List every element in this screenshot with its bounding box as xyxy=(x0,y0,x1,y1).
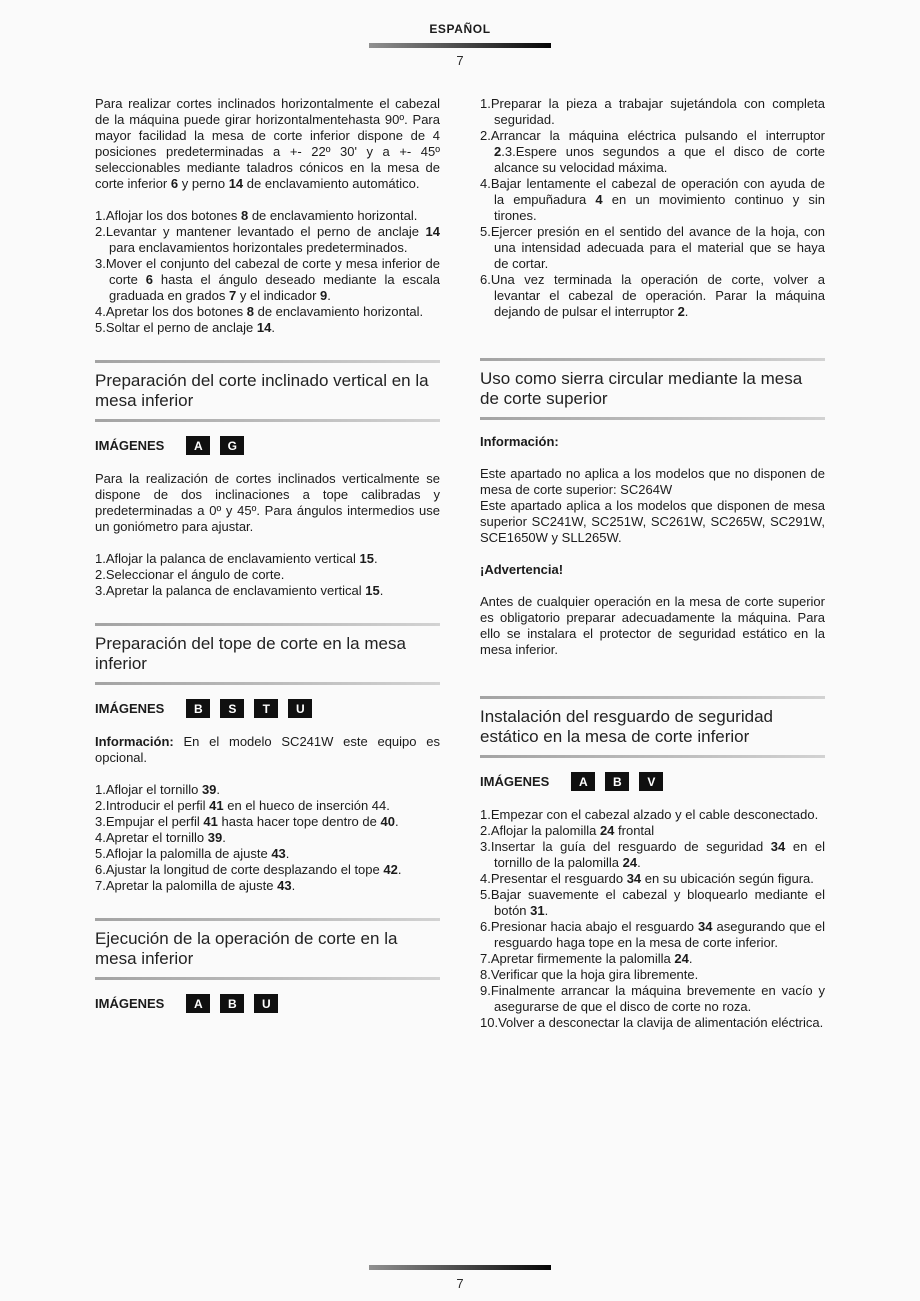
header-rule xyxy=(369,43,551,48)
images-row xyxy=(95,699,440,718)
list-item: 1.Preparar la pieza a trabajar sujetándola con completa seguridad. xyxy=(480,96,825,127)
list-item: 6.Ajustar la longitud de corte desplazando el tope 42. xyxy=(95,862,402,877)
language-label: ESPAÑOL xyxy=(429,22,491,36)
list-item: 4.Apretar los dos botones 8 de enclavamiento horizontal. xyxy=(95,304,424,319)
footer-rule xyxy=(369,1265,551,1270)
images-label: IMÁGENES xyxy=(480,773,550,789)
list-item: 3.Empujar el perfil 41 hasta hacer tope dentro de 40. xyxy=(95,814,399,829)
images-label: IMÁGENES xyxy=(95,995,165,1011)
images-row xyxy=(95,436,440,455)
page-number-top: 7 xyxy=(456,53,464,68)
section-heading: Uso como sierra circular mediante la mesa de corte superior xyxy=(480,358,825,420)
images-label: IMÁGENES xyxy=(95,437,165,453)
list-item: 7.Apretar la palomilla de ajuste 43. xyxy=(95,878,296,893)
list-item: 3.Apretar la palanca de enclavamiento vertical 15. xyxy=(95,583,384,598)
page-header xyxy=(0,0,920,68)
paragraph: Este apartado aplica a los modelos que disponen de mesa superior SC241W, SC251W, SC261W, SC265W, SC291W, SCE1650W y SLL265W. xyxy=(480,498,825,545)
two-column-layout xyxy=(0,96,920,1047)
image-ref-box: G xyxy=(220,436,244,455)
warning-label: ¡Advertencia! xyxy=(480,562,564,577)
info-paragraph: Información: En el modelo SC241W este equipo es opcional. xyxy=(95,734,440,765)
list-item: 2.Levantar y mantener levantado el perno de anclaje 14 para enclavamientos horizontales predeterminados. xyxy=(95,224,440,255)
list-item: 2.Seleccionar el ángulo de corte. xyxy=(95,567,285,582)
numbered-list xyxy=(95,208,440,336)
section-heading: Preparación del tope de corte en la mesa inferior xyxy=(95,623,440,685)
list-item: 5.Soltar el perno de anclaje 14. xyxy=(95,320,275,335)
list-item: 1.Aflojar los dos botones 8 de enclavamiento horizontal. xyxy=(95,208,418,223)
paragraph: Para realizar cortes inclinados horizontalmente el cabezal de la máquina puede girar horizontalmentehasta 90º. Para mayor facilidad la mesa de corte inferior dispone de 4 posiciones predeterminadas a +- 22º 30' y a +- 45º seleccionables mediante taladros cónicos en la mesa de corte inferior 6 y perno 14 de enclavamiento automático. xyxy=(95,96,440,191)
image-ref-box: A xyxy=(186,436,210,455)
list-item: 2.Aflojar la palomilla 24 frontal xyxy=(480,823,655,838)
image-ref-box: T xyxy=(254,699,278,718)
numbered-list xyxy=(95,551,440,599)
section-heading: Ejecución de la operación de corte en la mesa inferior xyxy=(95,918,440,980)
list-item: 5.Aflojar la palomilla de ajuste 43. xyxy=(95,846,290,861)
list-item: 1.Aflojar el tornillo 39. xyxy=(95,782,221,797)
left-column xyxy=(95,96,440,1047)
image-ref-box: B xyxy=(605,772,629,791)
list-item: 7.Apretar firmemente la palomilla 24. xyxy=(480,951,693,966)
image-ref-box: B xyxy=(186,699,210,718)
image-ref-box: S xyxy=(220,699,244,718)
list-item: 8.Verificar que la hoja gira libremente. xyxy=(480,967,699,982)
page-footer xyxy=(0,1265,920,1291)
list-item: 2.Arrancar la máquina eléctrica pulsando el interruptor 2.3.Espere unos segundos a que el disco de corte alcance su velocidad máxima. xyxy=(480,128,825,175)
images-row xyxy=(95,994,440,1013)
page-number-bottom: 7 xyxy=(456,1276,464,1291)
numbered-list xyxy=(480,96,825,320)
info-label: Información: xyxy=(480,434,559,449)
list-item: 3.Mover el conjunto del cabezal de corte y mesa inferior de corte 6 hasta el ángulo deseado mediante la escala graduada en grados 7 y el indicador 9. xyxy=(95,256,441,303)
list-item: 5.Ejercer presión en el sentido del avance de la hoja, con una intensidad adecuada para el material que se haya de cortar. xyxy=(480,224,825,271)
image-ref-box: V xyxy=(639,772,663,791)
right-column xyxy=(480,96,825,1047)
list-item: 2.Introducir el perfil 41 en el hueco de inserción 44. xyxy=(95,798,390,813)
list-item: 9.Finalmente arrancar la máquina brevemente en vacío y asegurarse de que el disco de corte no roza. xyxy=(480,983,825,1014)
list-item: 6.Una vez terminada la operación de corte, volver a levantar el cabezal de operación. Parar la máquina dejando de pulsar el interruptor 2. xyxy=(480,272,825,319)
image-ref-box: U xyxy=(254,994,278,1013)
section-heading: Instalación del resguardo de seguridad estático en la mesa de corte inferior xyxy=(480,696,825,758)
list-item: 1.Empezar con el cabezal alzado y el cable desconectado. xyxy=(480,807,819,822)
list-item: 4.Presentar el resguardo 34 en su ubicación según figura. xyxy=(480,871,814,886)
section-heading: Preparación del corte inclinado vertical en la mesa inferior xyxy=(95,360,440,422)
numbered-list xyxy=(480,807,825,1031)
paragraph: Este apartado no aplica a los modelos que no disponen de mesa de corte superior: SC264W xyxy=(480,466,825,497)
numbered-list xyxy=(95,782,440,894)
image-ref-box: A xyxy=(186,994,210,1013)
list-item: 1.Aflojar la palanca de enclavamiento vertical 15. xyxy=(95,551,378,566)
list-item: 4.Apretar el tornillo 39. xyxy=(95,830,226,845)
images-label: IMÁGENES xyxy=(95,700,165,716)
list-item: 10.Volver a desconectar la clavija de alimentación eléctrica. xyxy=(480,1015,824,1030)
images-row xyxy=(480,772,825,791)
list-item: 3.Insertar la guía del resguardo de seguridad 34 en el tornillo de la palomilla 24. xyxy=(480,839,825,870)
paragraph: Para la realización de cortes inclinados verticalmente se dispone de dos inclinaciones a tope calibradas y predeterminadas a 0º y 45º. Para ángulos intermedios use un goniómetro para ajustar. xyxy=(95,471,440,534)
list-item: 4.Bajar lentamente el cabezal de operación con ayuda de la empuñadura 4 en un movimiento continuo y sin tirones. xyxy=(480,176,826,223)
image-ref-box: U xyxy=(288,699,312,718)
list-item: 5.Bajar suavemente el cabezal y bloquearlo mediante el botón 31. xyxy=(480,887,825,918)
paragraph: Antes de cualquier operación en la mesa de corte superior es obligatorio preparar adecuadamente la máquina. Para ello se instalara el protector de seguridad estático en la mesa inferior. xyxy=(480,594,825,657)
list-item: 6.Presionar hacia abajo el resguardo 34 asegurando que el resguardo haga tope en la mesa de corte inferior. xyxy=(480,919,825,950)
image-ref-box: A xyxy=(571,772,595,791)
image-ref-box: B xyxy=(220,994,244,1013)
